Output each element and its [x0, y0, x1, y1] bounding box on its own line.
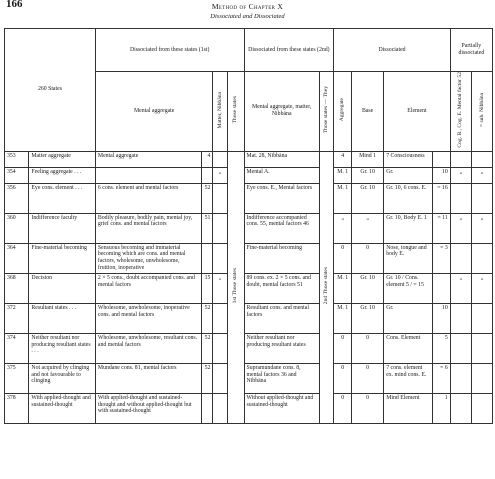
row-element: 7 cons. element ex. mind cons. E.: [384, 363, 433, 393]
row-partial-1: [450, 363, 471, 393]
row-partial-1: [450, 243, 471, 273]
row-aggregate: M. 1: [334, 273, 352, 303]
row-aggregate: 4: [334, 151, 352, 167]
row-element: 7 Consciousness: [384, 151, 433, 167]
row-matter: [213, 393, 227, 423]
row-element: Nose, tongue and body E.: [384, 243, 433, 273]
dissociation-table: [4, 28, 493, 424]
row-mental-2: Without applied-thought and sustained-thought: [244, 393, 319, 423]
row-mental-2: Supramundane cons. 8, mental factors 36 and Nibbāna: [244, 363, 319, 393]
row-partial-1: [450, 333, 471, 363]
row-matter: [213, 213, 227, 243]
row-base: 0: [352, 393, 384, 423]
row-mental-2: Fine-material becoming: [244, 243, 319, 273]
row-partial-2: „: [471, 213, 492, 243]
row-matter: „: [213, 167, 227, 183]
row-partial-2: „: [471, 273, 492, 303]
table-row: [5, 393, 493, 423]
header-aggregate: Aggregate: [334, 72, 352, 152]
row-element: Gr.: [384, 303, 433, 333]
row-matter: [213, 333, 227, 363]
row-aggregate: 0: [334, 243, 352, 273]
row-base: Gr. 10: [352, 183, 384, 213]
row-state: Matter aggregate: [29, 151, 96, 167]
row-number: 372: [5, 303, 29, 333]
header-base: Base: [352, 72, 384, 152]
row-element: Mind Element: [384, 393, 433, 423]
row-partial-1: „: [450, 213, 471, 243]
row-element: Gr. 10, Body E. 1: [384, 213, 433, 243]
row-partial-2: [471, 363, 492, 393]
row-element: Gr. 10, 6 cons. E.: [384, 183, 433, 213]
row-mental-2: 89 cons. ex. 2 × 5 cons. and doubt, mental factors 51: [244, 273, 319, 303]
header-states: 260 States: [5, 29, 96, 152]
row-element-count: = 3: [432, 243, 450, 273]
row-state: Feeling aggregate . . .: [29, 167, 96, 183]
header-group1-matter: Matter, Nibbāna: [213, 72, 227, 152]
row-mental-1-count: 52: [202, 363, 213, 393]
row-mental-1: Mental aggregate: [95, 151, 201, 167]
page-subtitle: Dissociated and Dissociated: [210, 13, 285, 20]
row-mental-2: Neither resultant nor producing resultant states: [244, 333, 319, 363]
row-mental-1: Mundane cons. 81, mental factors: [95, 363, 201, 393]
row-element: Cons. Element: [384, 333, 433, 363]
row-partial-1: [450, 303, 471, 333]
row-element-count: 5: [432, 333, 450, 363]
row-number: 354: [5, 167, 29, 183]
row-partial-2: [471, 303, 492, 333]
header-row-1: [5, 29, 493, 72]
row-matter: [213, 363, 227, 393]
row-base: „: [352, 213, 384, 243]
row-mental-1: [95, 167, 201, 183]
row-base: Mind 1: [352, 151, 384, 167]
row-number: 353: [5, 151, 29, 167]
row-partial-2: [471, 243, 492, 273]
row-mental-1: Sensuous becoming and immaterial becoming which are cons. and mental factors, wholesome, unwholesome, fruition, inoperative: [95, 243, 201, 273]
row-mental-1: Bodily pleasure, bodily pain, mental joy, grief cons. and mental factors: [95, 213, 201, 243]
row-element-count: [432, 273, 450, 303]
header-group2: Dissociated from these states (2nd): [244, 29, 334, 72]
header-group2-those: Those states — They: [319, 72, 333, 152]
row-mental-2: Indifference accompanied cons. 55, mental factors 46: [244, 213, 319, 243]
row-state: Indifference faculty: [29, 213, 96, 243]
row-mental-2: Resultant cons. and mental factors: [244, 303, 319, 333]
row-state: Neither resultant nor producing resultant states . . .: [29, 333, 96, 363]
row-number: 364: [5, 243, 29, 273]
row-element-count: 10: [432, 303, 450, 333]
row-matter: [213, 183, 227, 213]
row-mental-1: Wholesome, unwholesome, inoperative cons. and mental factors: [95, 303, 201, 333]
row-element-count: 10: [432, 167, 450, 183]
row-partial-1: [450, 393, 471, 423]
table-row: [5, 183, 493, 213]
row-mental-2: Mat. 28, Nibbāna: [244, 151, 319, 167]
row-matter: [213, 151, 227, 167]
row-number: 375: [5, 363, 29, 393]
row-partial-1: „: [450, 167, 471, 183]
row-aggregate: 0: [334, 333, 352, 363]
row-partial-1: [450, 151, 471, 167]
table-row: [5, 363, 493, 393]
row-base: Gr. 10: [352, 273, 384, 303]
header-partial: Partially dissociated: [450, 29, 492, 72]
table-row: [5, 151, 493, 167]
header-partial-sub1: Cog. B., Cog. E. Mental factor 52: [450, 72, 471, 152]
table-row: [5, 303, 493, 333]
row-partial-2: [471, 151, 492, 167]
table-row: [5, 243, 493, 273]
running-head: Method of Chapter X: [211, 2, 284, 11]
row-mental-1-count: [202, 393, 213, 423]
row-base: 0: [352, 333, 384, 363]
row-number: 368: [5, 273, 29, 303]
span-label-second: 2nd Those states: [319, 151, 333, 423]
row-element-count: = 16: [432, 183, 450, 213]
row-state: Eye cons. element . . .: [29, 183, 96, 213]
row-state: Not acquired by clinging and not favourable to clinging: [29, 363, 96, 393]
row-aggregate: 0: [334, 363, 352, 393]
header-group1-those: Those states: [227, 72, 244, 152]
row-aggregate: 0: [334, 393, 352, 423]
row-mental-1-count: 15: [202, 273, 213, 303]
row-element-count: [432, 151, 450, 167]
row-base: Gr. 10: [352, 303, 384, 333]
row-partial-2: [471, 393, 492, 423]
row-partial-2: [471, 333, 492, 363]
row-base: 0: [352, 363, 384, 393]
row-state: Decision: [29, 273, 96, 303]
row-state: Fine-material becoming: [29, 243, 96, 273]
row-aggregate: M. 1: [334, 183, 352, 213]
row-matter: [213, 243, 227, 273]
row-state: With applied-thought and sustained-thought: [29, 393, 96, 423]
page-number: 166: [6, 0, 23, 10]
row-mental-1-count: 51: [202, 213, 213, 243]
row-partial-2: „: [471, 167, 492, 183]
table-row: [5, 333, 493, 363]
row-element: Gr. 10 / Cons. element 5 / = 15: [384, 273, 433, 303]
table-row: [5, 273, 493, 303]
row-mental-1-count: 52: [202, 183, 213, 213]
row-mental-2: Mental A.: [244, 167, 319, 183]
row-partial-1: [450, 183, 471, 213]
row-element-count: 1: [432, 393, 450, 423]
row-state: Resultant states . . .: [29, 303, 96, 333]
header-group1-mental: Mental aggregate: [95, 72, 213, 152]
row-number: 378: [5, 393, 29, 423]
row-number: 360: [5, 213, 29, 243]
row-mental-1-count: 52: [202, 303, 213, 333]
row-base: 0: [352, 243, 384, 273]
row-matter: „: [213, 273, 227, 303]
row-mental-1: 6 cons. element and mental factors: [95, 183, 201, 213]
row-element-count: = 11: [432, 213, 450, 243]
row-aggregate: M. 1: [334, 167, 352, 183]
table-body: [5, 151, 493, 423]
row-partial-2: [471, 183, 492, 213]
row-base: Gr. 10: [352, 167, 384, 183]
table-row: [5, 167, 493, 183]
header-partial-sub2: = sub. Nibbāna: [471, 72, 492, 152]
row-matter: [213, 303, 227, 333]
row-aggregate: M. 1: [334, 303, 352, 333]
header-group2-mental: Mental aggregate, matter, Nibbāna: [244, 72, 319, 152]
header-group1: Dissociated from these states (1st): [95, 29, 244, 72]
row-element-count: = 6: [432, 363, 450, 393]
row-number: 356: [5, 183, 29, 213]
row-mental-1-count: [202, 167, 213, 183]
row-mental-1: Wholesome, unwholesome, resultant cons. and mental factors: [95, 333, 201, 363]
row-number: 374: [5, 333, 29, 363]
row-aggregate: „: [334, 213, 352, 243]
row-element: Gr.: [384, 167, 433, 183]
header-element: Element: [384, 72, 451, 152]
span-label-first: 1st Those states: [227, 151, 244, 423]
row-mental-1: With applied-thought and sustained-thought and without applied-thought but with sustained-thought: [95, 393, 201, 423]
row-mental-1-count: 52: [202, 333, 213, 363]
row-mental-1: 2 × 5 cons., doubt accompanied cons. and mental factors: [95, 273, 201, 303]
row-mental-1-count: 4: [202, 151, 213, 167]
row-partial-1: „: [450, 273, 471, 303]
header-dissociated: Dissociated: [334, 29, 450, 72]
row-mental-1-count: [202, 243, 213, 273]
table-row: [5, 213, 493, 243]
row-mental-2: Eye cons. E., Mental factors: [244, 183, 319, 213]
